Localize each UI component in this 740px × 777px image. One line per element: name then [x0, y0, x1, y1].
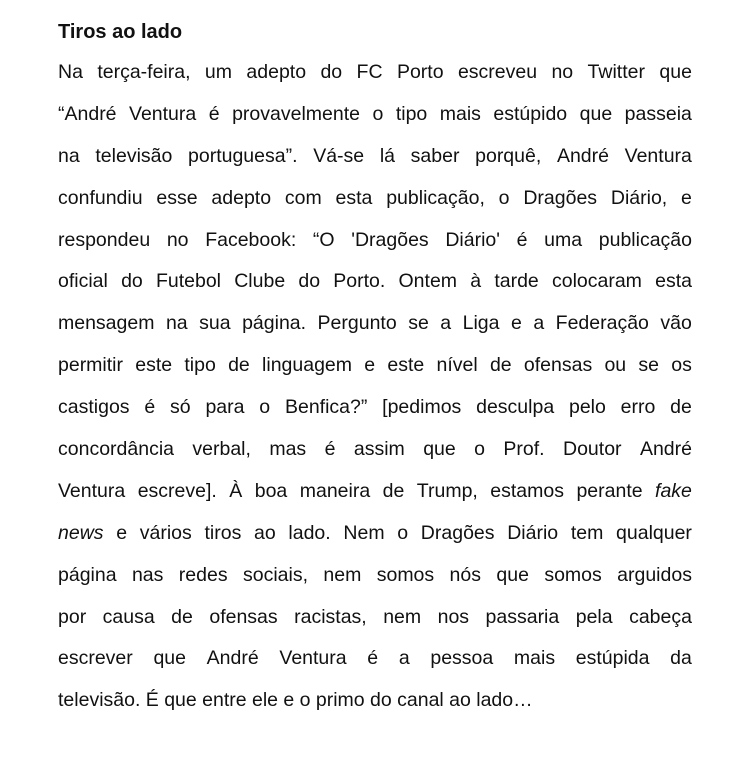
text-line — [58, 387, 692, 429]
text-line — [58, 638, 692, 680]
word: que — [496, 563, 529, 586]
word: com — [284, 186, 322, 209]
word: concordância — [58, 438, 174, 461]
word: porquê, — [475, 144, 542, 167]
word: cabeça — [629, 605, 692, 628]
text-line — [58, 220, 692, 262]
word: que — [153, 647, 186, 670]
word: este — [135, 354, 173, 377]
word: é — [208, 102, 220, 125]
word: André — [556, 144, 609, 167]
word: Doutor — [563, 438, 622, 461]
word: Pergunto — [317, 312, 397, 335]
word: o — [397, 521, 409, 544]
word: mais — [439, 102, 481, 125]
word: mensagem — [58, 312, 155, 335]
word: redes — [178, 563, 228, 586]
word: linguagem — [262, 354, 353, 377]
word: Dragões — [420, 521, 495, 544]
text-line — [58, 555, 692, 597]
word: Ventura — [129, 102, 197, 125]
word: escrever — [58, 647, 133, 670]
word: do — [121, 270, 143, 293]
word: “André — [58, 102, 117, 125]
word: ou — [604, 354, 627, 377]
word: ofensas — [523, 354, 593, 377]
word: adepto — [211, 186, 272, 209]
word: pessoa — [430, 647, 494, 670]
word: e — [364, 354, 376, 377]
word: que — [164, 689, 197, 712]
word: publicação, — [386, 186, 485, 209]
word: André — [639, 438, 692, 461]
word: entre — [202, 689, 247, 712]
word: É — [145, 689, 159, 712]
text-line — [58, 513, 692, 555]
word: do — [298, 270, 321, 293]
word: de — [171, 605, 193, 628]
word: tarde — [494, 270, 539, 293]
word: causa — [102, 605, 155, 628]
word: que — [659, 61, 692, 83]
word: e — [510, 312, 522, 335]
word: [pedimos — [382, 396, 462, 419]
text-line — [58, 680, 692, 722]
word: Ventura — [58, 479, 126, 502]
word: de — [670, 396, 692, 419]
word: à — [470, 270, 482, 293]
word: qualquer — [616, 521, 692, 544]
word: lá — [379, 144, 395, 167]
text-line — [58, 597, 692, 639]
article — [58, 18, 692, 722]
word: FC — [356, 61, 383, 83]
word: e — [116, 521, 128, 544]
word: da — [670, 647, 692, 670]
word: oficial — [58, 270, 108, 293]
word: o — [498, 186, 510, 209]
text-line — [58, 52, 692, 94]
word: estúpida — [575, 647, 650, 670]
text-line — [58, 303, 692, 345]
word: este — [387, 354, 425, 377]
word: sociais, — [242, 563, 308, 586]
word: somos — [544, 563, 602, 586]
word: ele — [251, 689, 278, 712]
word: news — [58, 521, 104, 544]
word: Trump, — [416, 479, 478, 502]
text-line — [58, 94, 692, 136]
word: Benfica?” — [284, 396, 368, 419]
word: André — [206, 647, 259, 670]
word: mas — [269, 438, 307, 461]
word: esta — [655, 270, 692, 293]
word: televisão. — [58, 689, 141, 712]
word: é — [516, 228, 528, 251]
word: somos — [376, 563, 435, 586]
word: estamos — [490, 479, 564, 502]
word: Na — [58, 61, 83, 83]
word: perante — [576, 479, 643, 502]
word: é — [367, 647, 379, 670]
word: portuguesa”. — [188, 144, 298, 167]
word: lado. — [288, 521, 331, 544]
word: racistas, — [294, 605, 367, 628]
word: À — [229, 479, 243, 502]
word: uma — [544, 228, 583, 251]
word: nível — [436, 354, 478, 377]
word: Ontem — [398, 270, 458, 293]
word: Porto. — [333, 270, 386, 293]
word: vários — [139, 521, 192, 544]
word: de — [382, 479, 405, 502]
word: sua — [199, 312, 231, 335]
word: é — [144, 396, 156, 419]
word: nós — [449, 563, 481, 586]
word: Prof. — [503, 438, 545, 461]
word: que — [579, 102, 613, 125]
word: estúpido — [493, 102, 568, 125]
word: fake — [655, 479, 692, 502]
word: do — [320, 61, 343, 83]
word: nas — [131, 563, 164, 586]
word: respondeu — [58, 228, 151, 251]
word: vão — [660, 312, 692, 335]
word: do — [370, 689, 392, 712]
word: arguidos — [617, 563, 692, 586]
word: televisão — [95, 144, 173, 167]
word: maneira — [299, 479, 371, 502]
word: esse — [156, 186, 198, 209]
word: Federação — [555, 312, 649, 335]
word: tipo — [184, 354, 216, 377]
word: Liga — [462, 312, 500, 335]
word: de — [228, 354, 250, 377]
word: Porto — [396, 61, 444, 83]
text-line — [58, 261, 692, 303]
word: lado… — [476, 689, 533, 712]
word: Diário' — [445, 228, 500, 251]
word: na — [165, 312, 188, 335]
word: o — [372, 102, 384, 125]
word: desculpa — [476, 396, 555, 419]
word: passeia — [624, 102, 692, 125]
word: permitir — [58, 354, 124, 377]
article-body — [58, 52, 692, 722]
word: ao — [254, 521, 276, 544]
word: Futebol — [155, 270, 222, 293]
word: nos — [437, 605, 470, 628]
article-title: Tiros ao lado — [58, 21, 183, 43]
word: ofensas — [209, 605, 278, 628]
word: nem — [323, 563, 362, 586]
word: no — [551, 61, 574, 83]
word: Diário — [507, 521, 559, 544]
word: a — [398, 647, 410, 670]
text-line — [58, 178, 692, 220]
word: mais — [513, 647, 556, 670]
word: página — [58, 563, 117, 586]
word: adepto — [246, 61, 307, 83]
word: por — [58, 605, 87, 628]
word: primo — [315, 689, 365, 712]
word: o — [299, 689, 311, 712]
word: Clube — [234, 270, 286, 293]
word: colocaram — [551, 270, 642, 293]
word: tem — [570, 521, 604, 544]
word: Dragões — [523, 186, 598, 209]
word: ao — [449, 689, 471, 712]
word: nem — [383, 605, 422, 628]
word: provavelmente — [232, 102, 360, 125]
word: a — [533, 312, 545, 335]
word: Ventura — [279, 647, 347, 670]
word: a — [440, 312, 452, 335]
word: verbal, — [192, 438, 251, 461]
word: de — [489, 354, 512, 377]
word: pelo — [568, 396, 606, 419]
word: se — [638, 354, 660, 377]
word: publicação — [598, 228, 692, 251]
text-line — [58, 471, 692, 513]
word: pela — [575, 605, 613, 628]
word: para — [205, 396, 245, 419]
word: assim — [353, 438, 405, 461]
word: canal — [397, 689, 444, 712]
word: é — [324, 438, 336, 461]
word: confundiu — [58, 186, 143, 209]
word: erro — [620, 396, 656, 419]
word: tipo — [395, 102, 428, 125]
word: passaria — [485, 605, 560, 628]
word: página. — [242, 312, 307, 335]
word: só — [170, 396, 191, 419]
word: Facebook: — [205, 228, 297, 251]
word: “O — [312, 228, 335, 251]
word: Nem — [343, 521, 385, 544]
text-line — [58, 345, 692, 387]
word: Diário, — [610, 186, 668, 209]
word: escreve]. — [137, 479, 217, 502]
word: Ventura — [624, 144, 692, 167]
word: e — [681, 186, 692, 209]
word: esta — [335, 186, 373, 209]
word: o — [474, 438, 485, 461]
word: escreveu — [457, 61, 538, 83]
word: terça-feira, — [97, 61, 191, 83]
word: Vá-se — [313, 144, 365, 167]
word: se — [408, 312, 429, 335]
word: na — [58, 144, 80, 167]
word: boa — [254, 479, 288, 502]
text-line — [58, 136, 692, 178]
word: que — [423, 438, 456, 461]
word: no — [166, 228, 189, 251]
word: Twitter — [587, 61, 645, 83]
word: um — [204, 61, 233, 83]
word: e — [283, 689, 295, 712]
text-line — [58, 429, 692, 471]
word: castigos — [58, 396, 130, 419]
word: os — [671, 354, 692, 377]
word: tiros — [204, 521, 242, 544]
word: 'Dragões — [351, 228, 429, 251]
word: saber — [410, 144, 460, 167]
word: o — [259, 396, 271, 419]
